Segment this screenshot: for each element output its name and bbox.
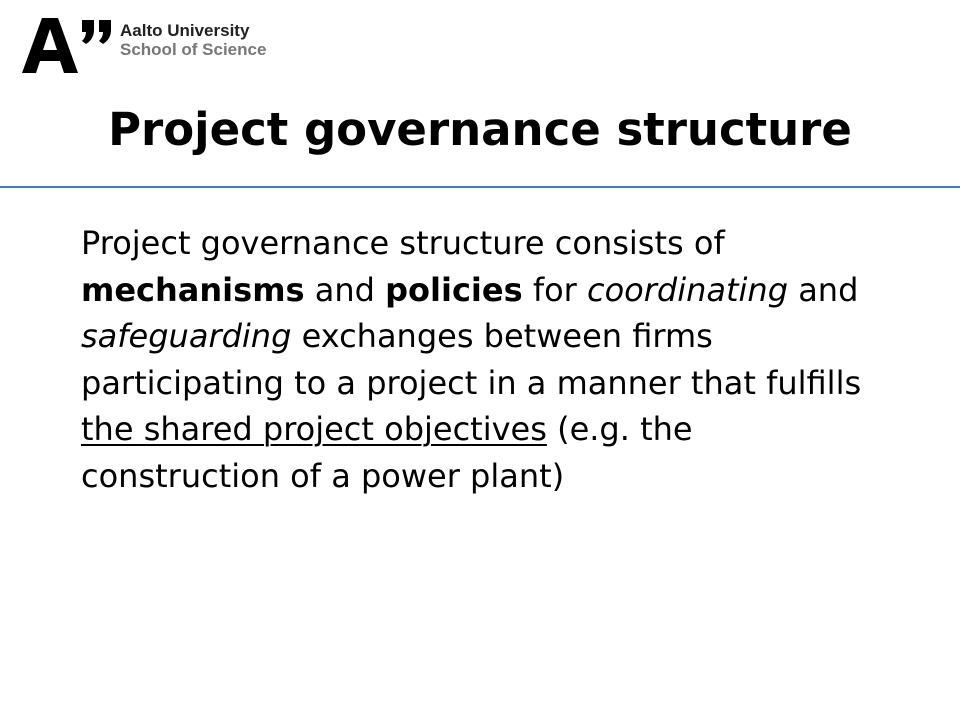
title-divider (0, 186, 960, 188)
body-text-segment: for (522, 270, 587, 309)
body-text-segment: exchanges between firms participating to a project in a manner that fulfills (81, 317, 862, 402)
body-italic-safeguarding: safeguarding (81, 317, 292, 355)
body-bold-mechanisms: mechanisms (81, 270, 305, 309)
body-text-segment: (e.g. the construction of a power plant) (81, 410, 693, 495)
aalto-a-logo-icon (22, 18, 114, 78)
logo-university-name: Aalto University (120, 21, 250, 40)
logo-text (120, 21, 320, 59)
body-bold-policies: policies (385, 270, 523, 309)
slide-body-text (81, 220, 881, 499)
body-text-segment: and (304, 270, 386, 309)
body-italic-coordinating: coordinating (586, 270, 789, 309)
body-text-segment: Project governance structure consists of (81, 224, 725, 262)
body-underline-objectives: the shared project objectives (81, 410, 547, 448)
slide-title: Project governance structure (108, 103, 852, 156)
body-text-segment: and (788, 270, 859, 309)
logo-school-name: School of Science (120, 40, 267, 59)
